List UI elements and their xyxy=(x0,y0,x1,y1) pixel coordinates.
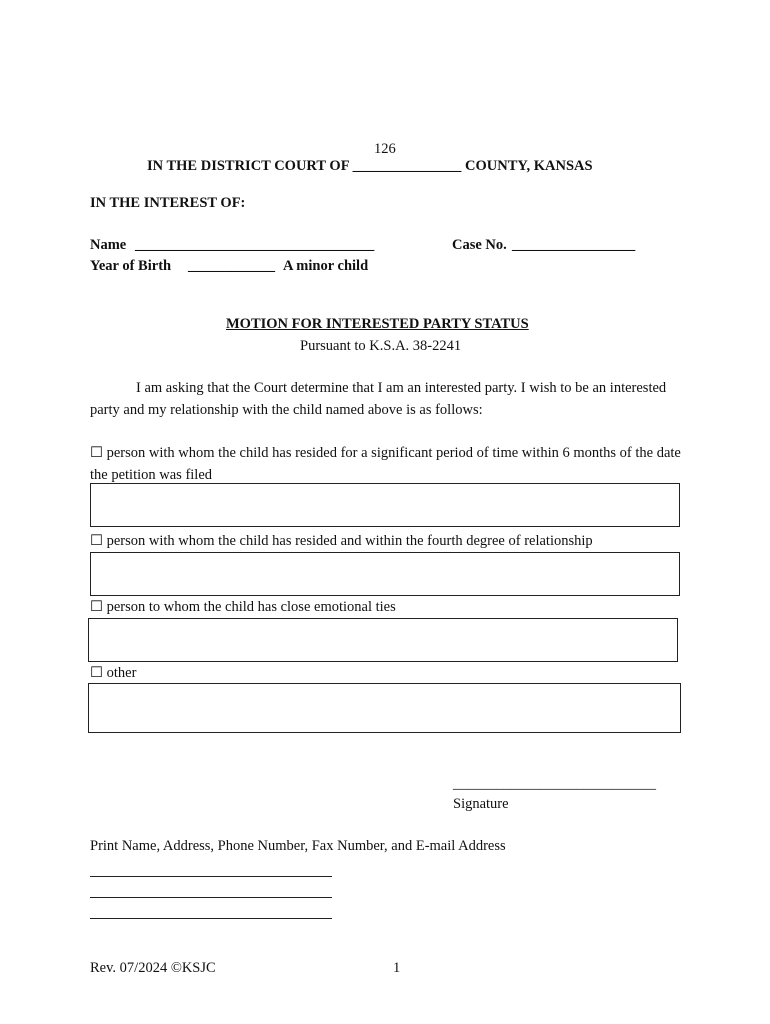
minor-child-label: A minor child xyxy=(283,258,369,274)
print-info-line-1[interactable] xyxy=(90,876,332,877)
option-significant-period xyxy=(90,442,685,486)
checkbox-icon[interactable]: ☐ xyxy=(90,445,103,461)
page-number: 1 xyxy=(393,960,401,976)
name-field[interactable]: _________________________________ xyxy=(135,237,375,253)
option-other xyxy=(90,665,136,682)
option-label: other xyxy=(106,665,137,681)
motion-subtitle: Pursuant to K.S.A. 38-2241 xyxy=(300,338,462,354)
option-fourth-degree xyxy=(90,533,593,550)
print-info-line-3[interactable] xyxy=(90,918,332,919)
form-number: 126 xyxy=(374,141,396,157)
intro-paragraph: I am asking that the Court determine that I am an interested party. I wish to be an interested party and my relationship with the child named above is as follows: xyxy=(90,380,667,418)
year-of-birth-label: Year of Birth xyxy=(90,258,172,274)
signature-label: Signature xyxy=(453,796,509,812)
checkbox-icon[interactable]: ☐ xyxy=(90,533,103,549)
option-label: person with whom the child has resided for a significant period of time within 6 months of the date the petition was filed xyxy=(90,445,681,483)
motion-title: MOTION FOR INTERESTED PARTY STATUS xyxy=(226,316,529,332)
print-info-label: Print Name, Address, Phone Number, Fax Number, and E-mail Address xyxy=(90,838,506,854)
option-other-textbox[interactable] xyxy=(88,683,681,733)
option-significant-period-textbox[interactable] xyxy=(90,483,680,527)
option-label: person to whom the child has close emotional ties xyxy=(106,599,396,615)
case-number-field[interactable]: _________________ xyxy=(512,237,636,253)
option-label: person with whom the child has resided and within the fourth degree of relationship xyxy=(106,533,593,549)
signature-line[interactable]: ____________________________ xyxy=(453,776,656,792)
print-info-line-2[interactable] xyxy=(90,897,332,898)
checkbox-icon[interactable]: ☐ xyxy=(90,665,103,681)
option-emotional-ties-textbox[interactable] xyxy=(88,618,678,662)
option-emotional-ties xyxy=(90,599,396,616)
option-fourth-degree-textbox[interactable] xyxy=(90,552,680,596)
case-label: Case No. xyxy=(452,237,507,253)
checkbox-icon[interactable]: ☐ xyxy=(90,599,103,615)
court-title: IN THE DISTRICT COURT OF _______________ COUNTY, KANSAS xyxy=(147,158,593,174)
year-of-birth-field[interactable]: ____________ xyxy=(188,258,275,274)
name-label: Name xyxy=(90,237,127,253)
interest-of-heading: IN THE INTEREST OF: xyxy=(90,195,246,211)
revision-footer: Rev. 07/2024 ©KSJC xyxy=(90,960,216,976)
